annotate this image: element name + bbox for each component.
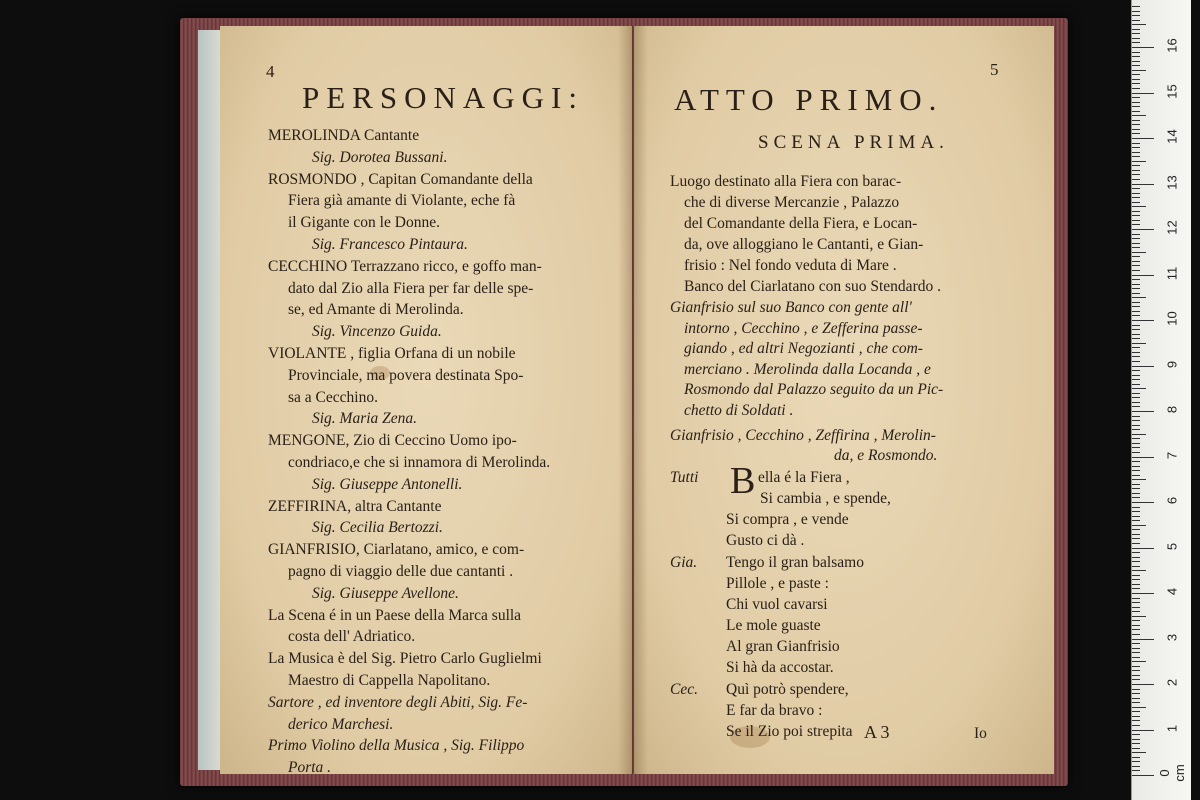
ruler-tick xyxy=(1132,174,1140,175)
ruler-tick xyxy=(1132,129,1140,130)
catchword: Io xyxy=(974,725,987,742)
ruler-tick xyxy=(1132,238,1140,239)
ruler-tick xyxy=(1132,211,1140,212)
ruler-tick xyxy=(1132,534,1140,535)
ruler-tick xyxy=(1132,752,1146,753)
cast-entry: VIOLANTE , figlia Orfana di un nobile xyxy=(268,345,516,362)
scene-title: SCENA PRIMA. xyxy=(758,132,949,153)
ruler-tick xyxy=(1132,65,1140,66)
performer-name: Sig. Dorotea Bussani. xyxy=(312,148,448,166)
ruler-tick xyxy=(1132,588,1140,589)
ruler-tick xyxy=(1132,61,1140,62)
verse-line: Si cambia , e spende, xyxy=(760,490,891,507)
ruler-tick xyxy=(1132,147,1140,148)
cast-entry: Sartore , ed inventore degli Abiti, Sig. Fe- xyxy=(268,693,528,711)
ruler-label: 11 xyxy=(1164,266,1180,280)
ruler-tick xyxy=(1132,161,1146,162)
ruler-tick xyxy=(1132,570,1146,571)
speaker-label: Cec. xyxy=(670,681,698,698)
ruler-label: 6 xyxy=(1164,496,1180,505)
left-page xyxy=(220,26,632,774)
verse-line: Si compra , e vende xyxy=(726,511,849,528)
ruler-tick xyxy=(1132,156,1140,157)
verse-line: Quì potrò spendere, xyxy=(726,681,849,698)
ruler-tick xyxy=(1132,575,1140,576)
ruler-tick xyxy=(1132,366,1154,367)
speaker-label: Tutti xyxy=(670,469,699,486)
ruler-tick xyxy=(1132,165,1140,166)
verse-line: Pillole , e paste : xyxy=(726,575,829,592)
ruler-tick xyxy=(1132,79,1140,80)
ruler-label: 9 xyxy=(1164,360,1180,368)
ruler-tick xyxy=(1132,184,1154,185)
ruler-label: 12 xyxy=(1164,220,1180,235)
performer-name: Sig. Cecilia Bertozzi. xyxy=(312,519,443,537)
cast-entry: dato dal Zio alla Fiera per far delle spe- xyxy=(288,279,534,297)
cast-entry: il Gigante con le Donne. xyxy=(288,214,440,232)
ruler-tick xyxy=(1132,511,1140,512)
ruler-tick xyxy=(1132,730,1154,731)
cast-entry: se, ed Amante di Merolinda. xyxy=(288,301,464,319)
ruler-tick xyxy=(1132,29,1140,30)
ruler-tick xyxy=(1132,133,1140,134)
cast-entry: sa a Cecchino. xyxy=(288,388,378,406)
ruler-tick xyxy=(1132,215,1140,216)
ruler-tick xyxy=(1132,775,1154,776)
ruler-tick xyxy=(1132,452,1140,453)
verse-line: ella é la Fiera , xyxy=(758,469,850,486)
cast-entry: Porta . xyxy=(288,759,332,774)
ruler-tick xyxy=(1132,106,1140,107)
ruler-tick xyxy=(1132,493,1140,494)
ruler-tick xyxy=(1132,707,1146,708)
ruler-tick xyxy=(1132,143,1140,144)
cast-line-text: da, e Rosmondo. xyxy=(834,447,938,464)
ruler-tick xyxy=(1132,97,1140,98)
ruler-tick xyxy=(1132,743,1140,744)
page-number: 5 xyxy=(990,60,999,79)
cast-entry: costa dell' Adriatico. xyxy=(288,628,416,646)
ruler-label: 15 xyxy=(1164,83,1180,99)
ruler-tick xyxy=(1132,33,1140,34)
performer-name: Sig. Francesco Pintaura. xyxy=(312,236,468,253)
ruler-tick xyxy=(1132,170,1140,171)
ruler-tick xyxy=(1132,457,1154,458)
ruler-tick xyxy=(1132,520,1140,521)
ruler-label: 8 xyxy=(1164,405,1180,414)
ruler-tick xyxy=(1132,648,1140,649)
ruler-tick xyxy=(1132,434,1146,435)
ruler-tick xyxy=(1132,275,1154,276)
cast-entry: MEROLINDA Cantante xyxy=(268,127,420,144)
ruler-tick xyxy=(1132,438,1140,439)
ruler-tick xyxy=(1132,193,1140,194)
ruler-tick xyxy=(1132,315,1140,316)
ruler-tick xyxy=(1132,566,1140,567)
ruler-tick xyxy=(1132,93,1154,94)
ruler-tick xyxy=(1132,725,1140,726)
ruler-tick xyxy=(1132,629,1140,630)
ruler-tick xyxy=(1132,270,1140,271)
ruler-tick xyxy=(1132,11,1140,12)
direction-line: intorno , Cecchino , e Zefferina passe- xyxy=(684,319,923,337)
ruler-tick xyxy=(1132,739,1140,740)
cast-entry: Maestro di Cappella Napolitano. xyxy=(288,672,491,689)
ruler-tick xyxy=(1132,202,1140,203)
ruler-tick xyxy=(1132,361,1140,362)
ruler-tick xyxy=(1132,675,1140,676)
ruler-tick xyxy=(1132,20,1140,21)
ruler-label: 3 xyxy=(1164,633,1180,641)
ruler-tick xyxy=(1132,770,1140,771)
performer-name: Sig. Vincenzo Guida. xyxy=(312,323,442,341)
ruler-tick xyxy=(1132,224,1140,225)
ruler-tick xyxy=(1132,411,1154,412)
ruler-tick xyxy=(1132,443,1140,444)
direction-line: giando , ed altri Negozianti , che com- xyxy=(684,340,923,357)
ruler-tick xyxy=(1132,584,1140,585)
ruler-tick xyxy=(1132,607,1140,608)
ruler-tick xyxy=(1132,561,1140,562)
ruler-tick xyxy=(1132,702,1140,703)
ruler-tick xyxy=(1132,425,1140,426)
ruler-tick xyxy=(1132,538,1140,539)
ruler-tick xyxy=(1132,429,1140,430)
ruler-tick xyxy=(1132,352,1140,353)
ruler-tick xyxy=(1132,525,1146,526)
ruler-tick xyxy=(1132,447,1140,448)
ruler-tick xyxy=(1132,761,1140,762)
ruler-tick xyxy=(1132,552,1140,553)
cast-entry: Primo Violino della Musica , Sig. Filippo xyxy=(268,737,525,755)
cast-entry: GIANFRISIO, Ciarlatano, amico, e com- xyxy=(268,541,525,559)
ruler-tick xyxy=(1132,220,1140,221)
ruler-tick xyxy=(1132,720,1140,721)
ruler-tick xyxy=(1132,461,1140,462)
ruler-tick xyxy=(1132,370,1140,371)
verse-line: E far da bravo : xyxy=(726,702,823,719)
ruler-tick xyxy=(1132,579,1140,580)
ruler-tick xyxy=(1132,484,1140,485)
ruler-tick xyxy=(1132,420,1140,421)
ruler-tick xyxy=(1132,693,1140,694)
right-page xyxy=(634,26,1054,774)
verse-line: Se il Zio poi strepita xyxy=(726,723,853,740)
ruler-tick xyxy=(1132,602,1140,603)
cast-entry: CECCHINO Terrazzano ricco, e goffo man- xyxy=(268,257,542,275)
ruler-tick xyxy=(1132,661,1146,662)
ruler-tick xyxy=(1132,475,1140,476)
setting-line: Luogo destinato alla Fiera con barac- xyxy=(670,173,902,190)
book-gutter xyxy=(618,26,648,774)
ruler-tick xyxy=(1132,516,1140,517)
page-heading: PERSONAGGI: xyxy=(302,80,584,115)
ruler-tick xyxy=(1132,325,1140,326)
page-number: 4 xyxy=(266,62,275,81)
ruler-tick xyxy=(1132,548,1154,549)
verse-line: Si hà da accostar. xyxy=(726,659,834,676)
drop-capital: B xyxy=(730,460,756,502)
ruler-tick xyxy=(1132,256,1140,257)
ruler-tick xyxy=(1132,6,1140,7)
ruler-tick xyxy=(1132,152,1140,153)
ruler-tick xyxy=(1132,15,1140,16)
direction-line: Rosmondo dal Palazzo seguito da un Pic- xyxy=(684,381,944,398)
ruler-tick xyxy=(1132,711,1140,712)
ruler-tick xyxy=(1132,111,1140,112)
setting-line: del Comandante della Fiera, e Locan- xyxy=(684,215,918,232)
act-heading: ATTO PRIMO. xyxy=(674,82,944,117)
ruler-tick xyxy=(1132,611,1140,612)
verse-line: Le mole guaste xyxy=(726,617,821,634)
setting-line: Banco del Ciarlatano con suo Stendardo . xyxy=(684,278,941,295)
ruler-tick xyxy=(1132,70,1146,71)
cast-entry: La Musica è del Sig. Pietro Carlo Guglielmi xyxy=(268,650,542,668)
ruler-tick xyxy=(1132,639,1154,640)
ruler-tick xyxy=(1132,320,1154,321)
ruler-tick xyxy=(1132,625,1140,626)
cast-entry: Fiera già amante di Violante, eche fà xyxy=(288,192,516,210)
ruler-tick xyxy=(1132,689,1140,690)
ruler-tick xyxy=(1132,652,1140,653)
ruler-tick xyxy=(1132,657,1140,658)
ruler-label: 10 xyxy=(1164,311,1180,326)
signature-mark: A 3 xyxy=(864,722,890,742)
ruler-tick xyxy=(1132,188,1140,189)
verse-line: Gusto ci dà . xyxy=(726,532,805,549)
ruler-tick xyxy=(1132,356,1140,357)
ruler-tick xyxy=(1132,302,1140,303)
ruler-tick xyxy=(1132,670,1140,671)
ruler-label: 1 xyxy=(1164,724,1180,732)
ruler-tick xyxy=(1132,684,1154,685)
ruler-tick xyxy=(1132,347,1140,348)
ruler-tick xyxy=(1132,679,1140,680)
ruler-tick xyxy=(1132,229,1154,230)
ruler-tick xyxy=(1132,598,1140,599)
ruler-tick xyxy=(1132,734,1140,735)
cast-entry: derico Marchesi. xyxy=(288,715,394,733)
ruler-tick xyxy=(1132,557,1140,558)
verse-line: Al gran Gianfrisio xyxy=(726,638,840,655)
performer-name: Sig. Maria Zena. xyxy=(312,410,418,428)
ruler-tick xyxy=(1132,243,1140,244)
ruler-tick xyxy=(1132,338,1140,339)
ruler-tick xyxy=(1132,502,1154,503)
ruler-tick xyxy=(1132,406,1140,407)
ruler-tick xyxy=(1132,306,1140,307)
ruler-tick xyxy=(1132,252,1146,253)
ruler-tick xyxy=(1132,334,1140,335)
ruler-tick xyxy=(1132,47,1154,48)
ruler-tick xyxy=(1132,124,1140,125)
direction-line: chetto di Soldati . xyxy=(684,401,794,419)
performer-name: Sig. Giuseppe Antonelli. xyxy=(312,475,463,493)
ruler-tick xyxy=(1132,329,1140,330)
ruler-tick xyxy=(1132,56,1140,57)
ruler-tick xyxy=(1132,634,1140,635)
ruler-tick xyxy=(1132,38,1140,39)
ruler-tick xyxy=(1132,748,1140,749)
ruler-label: 0 cm xyxy=(1157,764,1187,782)
cast-line-text: Gianfrisio , Cecchino , Zeffirina , Merolin- xyxy=(670,427,936,444)
ruler-label: 13 xyxy=(1164,174,1180,190)
ruler-tick xyxy=(1132,375,1140,376)
direction-line: Gianfrisio sul suo Banco con gente all' xyxy=(670,299,912,316)
measurement-ruler xyxy=(1131,0,1191,800)
cast-entry: ZEFFIRINA, altra Cantante xyxy=(268,497,442,515)
ruler-tick xyxy=(1132,497,1140,498)
ruler-tick xyxy=(1132,179,1140,180)
ruler-tick xyxy=(1132,197,1140,198)
ruler-tick xyxy=(1132,384,1140,385)
ruler-tick xyxy=(1132,74,1140,75)
ruler-tick xyxy=(1132,488,1140,489)
cast-entry: ROSMONDO , Capitan Comandante della xyxy=(268,170,533,188)
ruler-tick xyxy=(1132,247,1140,248)
ruler-tick xyxy=(1132,379,1140,380)
ruler-label: 16 xyxy=(1164,38,1180,53)
performer-name: Sig. Giuseppe Avellone. xyxy=(312,584,459,602)
ruler-tick xyxy=(1132,393,1140,394)
ruler-tick xyxy=(1132,297,1146,298)
ruler-label: 5 xyxy=(1164,542,1180,550)
setting-line: che di diverse Mercanzie , Palazzo xyxy=(684,194,900,211)
cast-entry: MENGONE, Zio di Ceccino Uomo ipo- xyxy=(268,432,517,450)
ruler-tick xyxy=(1132,620,1140,621)
ruler-tick xyxy=(1132,470,1140,471)
ruler-tick xyxy=(1132,88,1140,89)
verse-line: Tengo il gran balsamo xyxy=(726,554,864,571)
cast-entry: La Scena é in un Paese della Marca sulla xyxy=(268,606,522,624)
ruler-label: 14 xyxy=(1164,129,1180,144)
ruler-tick xyxy=(1132,52,1140,53)
ruler-tick xyxy=(1132,288,1140,289)
verse-line: Chi vuol cavarsi xyxy=(726,596,828,613)
ruler-tick xyxy=(1132,311,1140,312)
ruler-tick xyxy=(1132,616,1146,617)
ruler-label: 4 xyxy=(1164,587,1180,596)
ruler-tick xyxy=(1132,643,1140,644)
cast-entry: Provinciale, ma povera destinata Spo- xyxy=(288,366,524,384)
ruler-tick xyxy=(1132,397,1140,398)
ruler-tick xyxy=(1132,698,1140,699)
ruler-label: 7 xyxy=(1164,451,1180,459)
ruler-tick xyxy=(1132,416,1140,417)
cast-entry: condriaco,e che si innamora di Merolinda. xyxy=(288,454,551,471)
ruler-tick xyxy=(1132,83,1140,84)
direction-line: merciano . Merolinda dalla Locanda , e xyxy=(684,360,931,378)
ruler-tick xyxy=(1132,42,1140,43)
speaker-label: Gia. xyxy=(670,554,698,571)
ruler-tick xyxy=(1132,479,1146,480)
cast-entry: pagno di viaggio delle due cantanti . xyxy=(288,563,514,580)
ruler-tick xyxy=(1132,466,1140,467)
ruler-tick xyxy=(1132,293,1140,294)
ruler-label: 2 xyxy=(1164,678,1180,687)
ruler-tick xyxy=(1132,666,1140,667)
ruler-tick xyxy=(1132,102,1140,103)
ruler-tick xyxy=(1132,529,1140,530)
ruler-tick xyxy=(1132,24,1146,25)
ruler-tick xyxy=(1132,757,1140,758)
ruler-tick xyxy=(1132,279,1140,280)
ruler-tick xyxy=(1132,284,1140,285)
ruler-tick xyxy=(1132,343,1146,344)
ruler-tick xyxy=(1132,115,1146,116)
ruler-tick xyxy=(1132,507,1140,508)
ruler-tick xyxy=(1132,593,1154,594)
setting-line: frisio : Nel fondo veduta di Mare . xyxy=(684,257,897,274)
ruler-tick xyxy=(1132,716,1140,717)
ruler-tick xyxy=(1132,206,1146,207)
ruler-tick xyxy=(1132,138,1154,139)
ruler-tick xyxy=(1132,402,1140,403)
ruler-tick xyxy=(1132,234,1140,235)
ruler-tick xyxy=(1132,265,1140,266)
ruler-tick xyxy=(1132,120,1140,121)
ruler-tick xyxy=(1132,388,1146,389)
setting-line: da, ove alloggiano le Cantanti, e Gian- xyxy=(684,236,924,253)
ruler-tick xyxy=(1132,766,1140,767)
ruler-tick xyxy=(1132,261,1140,262)
ruler-tick xyxy=(1132,543,1140,544)
